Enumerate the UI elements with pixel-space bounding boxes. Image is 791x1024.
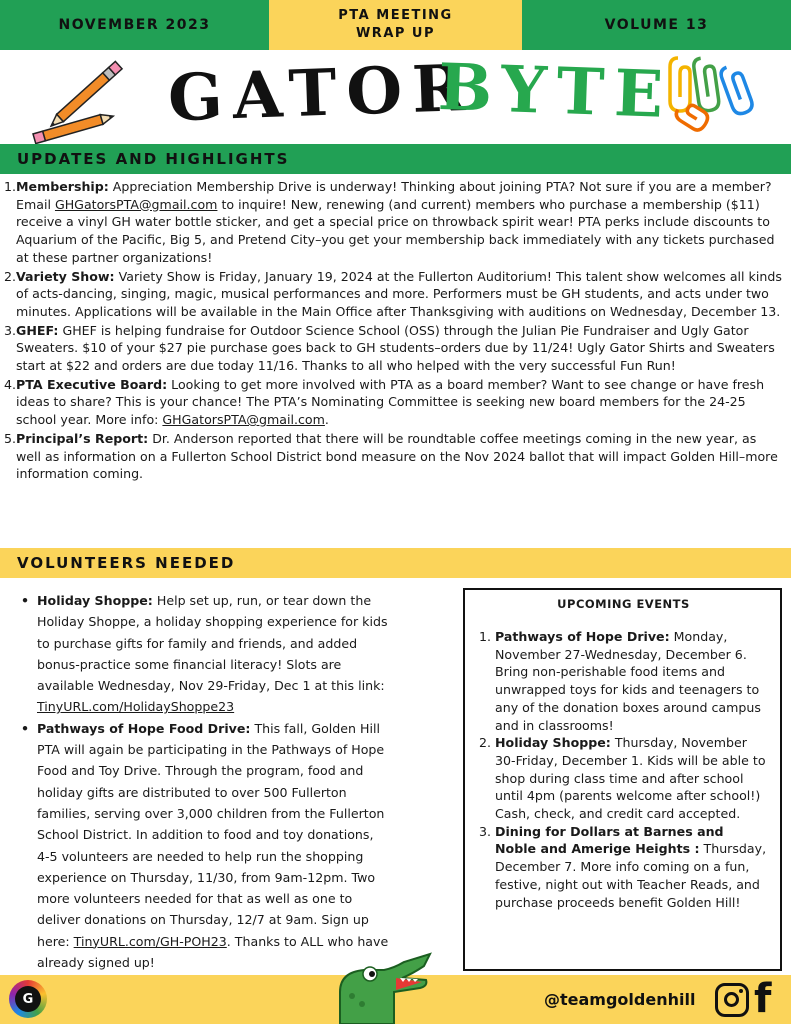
updates-section-header xyxy=(0,144,791,174)
update-text: Appreciation Membership Drive is underway! Thinking about joining PTA? Not sure if you are a member? Email xyxy=(16,179,772,212)
event-item-pathways-drive xyxy=(479,628,768,734)
list-number: 2. xyxy=(4,268,17,284)
update-item-variety-show xyxy=(4,268,785,321)
logo-letter: G xyxy=(15,986,41,1012)
event-item-dining-for-dollars xyxy=(479,823,768,912)
update-item-executive-board xyxy=(4,376,785,429)
facebook-icon[interactable]: f xyxy=(754,976,772,1022)
signup-link[interactable]: TinyURL.com/HolidayShoppe23 xyxy=(37,699,235,715)
list-number: 1. xyxy=(479,629,492,644)
bullet: • xyxy=(21,593,30,608)
event-text: Thursday, December 7. More info coming on a fun, festive, night out with Teacher Reads, and purchase proceeds benefit Golden Hill! xyxy=(495,841,767,910)
masthead xyxy=(0,50,791,144)
list-number: 4. xyxy=(4,376,17,392)
updates-list xyxy=(0,178,791,484)
event-text: Monday, November 27-Wednesday, December 6. Bring non-perishable food items and unwrapped toys for kids and teenagers to any of the donation boxes around campus and in classrooms! xyxy=(495,629,761,733)
alligator-mascot-icon xyxy=(334,952,434,1024)
update-text: Looking to get more involved with PTA as a board member? Want to see change or have fresh ideas to share? This is your chance! The PTA’s Nominating Committee is seeking new board members for the 24-25 school year. More info: xyxy=(16,376,765,428)
list-number: 3. xyxy=(479,823,492,839)
event-label: Pathways of Hope Drive: xyxy=(495,629,670,644)
volunteer-label: Holiday Shoppe: xyxy=(37,593,153,608)
list-number: 2. xyxy=(479,735,492,751)
volunteer-item-pathways-of-hope xyxy=(17,718,389,974)
update-label: Membership: xyxy=(16,179,109,194)
issue-date: NOVEMBER 2023 xyxy=(0,0,269,50)
pencils-illustration xyxy=(30,56,130,144)
update-text: . xyxy=(324,412,329,428)
volunteer-item-holiday-shoppe xyxy=(17,590,389,718)
email-link[interactable]: GHGatorsPTA@gmail.com xyxy=(54,196,218,212)
volunteers-section-header xyxy=(0,548,791,578)
event-label: Dining for Dollars at Barnes and Noble and Amerige Heights : xyxy=(495,823,724,857)
list-number: 3. xyxy=(4,322,17,338)
upcoming-events-box xyxy=(463,588,782,971)
volunteers-list xyxy=(17,590,389,973)
title-byte: BYTE xyxy=(436,49,675,134)
meeting-label-line1: PTA MEETING xyxy=(338,8,453,23)
social-handle[interactable]: @teamgoldenhill xyxy=(544,990,696,1009)
update-text: Dr. Anderson reported that there will be roundtable coffee meetings coming in the new year, as well as information on a Fullerton School District bond measure on the Nov 2024 ballot that will impact Golden Hill–more information coming. xyxy=(16,430,778,482)
event-item-holiday-shoppe xyxy=(479,734,768,823)
title-gator: GATOR xyxy=(166,50,477,137)
update-item-ghef xyxy=(4,322,785,375)
volunteers-heading: VOLUNTEERS NEEDED xyxy=(17,554,236,572)
instagram-icon[interactable] xyxy=(715,983,749,1017)
updates-heading: UPDATES AND HIGHLIGHTS xyxy=(17,150,290,168)
email-link[interactable]: GHGatorsPTA@gmail.com xyxy=(162,412,325,428)
event-text: Thursday, November 30-Friday, December 1. Kids will be able to shop during class time and after school until 4pm (parents welcome after school!) Cash, check, and credit card accepted. xyxy=(495,735,766,822)
events-heading: UPCOMING EVENTS xyxy=(557,597,690,611)
bullet: • xyxy=(21,720,30,736)
update-label: GHEF: xyxy=(16,322,59,338)
volunteer-label: Pathways of Hope Food Drive: xyxy=(37,720,251,736)
signup-link[interactable]: TinyURL.com/GH-POH23 xyxy=(73,933,227,949)
meeting-label xyxy=(269,0,522,50)
paperclips-illustration xyxy=(664,52,764,142)
list-number: 5. xyxy=(4,430,17,446)
school-logo-icon xyxy=(9,980,47,1018)
meeting-label-line2: WRAP UP xyxy=(355,26,436,41)
event-label: Holiday Shoppe: xyxy=(495,735,611,751)
update-item-principal-report xyxy=(4,430,785,483)
volunteer-text: Help set up, run, or tear down the Holiday Shoppe, a holiday shopping experience for kids to purchase gifts for family and friends, and added bonus-practice some financial literacy! Slots are available Wednesday, Nov 29-Friday, Dec 1 at this link: xyxy=(37,593,388,694)
update-text: Variety Show is Friday, January 19, 2024 at the Fullerton Auditorium! This talent show welcomes all kinds of acts-dancing, singing, magic, musical performances and more. Performers must be GH students, and acts under two minutes. Applications will be available in the Main Office after Thanksgiving with auditions on Wednesday, December 13. xyxy=(16,268,782,319)
update-text: GHEF is helping fundraise for Outdoor Science School (OSS) through the Julian Pie Fundraiser and Ugly Gator Sweaters. $10 of your $27 pie purchase goes back to GH students–orders due by 11/24! Ugly Gator Shirts and Sweaters start at $22 and orders are due today 11/16. Thanks to all who helped with the very successful Fun Run! xyxy=(16,322,775,374)
volunteer-text: . Thanks to ALL who have already signed up! xyxy=(37,933,389,971)
update-label: Variety Show: xyxy=(16,268,115,284)
events-list xyxy=(479,628,768,911)
volume-number: VOLUME 13 xyxy=(522,0,791,50)
list-number: 1. xyxy=(4,179,17,194)
update-text: to inquire! New, renewing (and current) members who purchase a membership ($11) receive a vinyl GH water bottle sticker, and get a special price on throwback spirit wear! PTA perks include discounts to Aquarium of the Pacific, Big 5, and Pretend City–you get your membership back immediately with any tickets purchased at these partner organizations! xyxy=(16,196,775,265)
update-label: PTA Executive Board: xyxy=(16,376,168,392)
update-label: Principal’s Report: xyxy=(16,430,149,446)
update-item-membership xyxy=(4,178,785,267)
volunteer-text: This fall, Golden Hill PTA will again be participating in the Pathways of Hope Food and Toy Drive. Through the program, food and holiday gifts are distributed to over 500 Fullerton families, serving over 3,000 children from the Fullerton School District. In addition to food and toy donations, 4-5 volunteers are needed to help run the shopping experience on Thursday, 11/30, from 9am-12pm. Two more volunteers needed for that as well as one to deliver donations on Thursday, 12/7 at 9am. Sign up here: xyxy=(37,720,385,949)
top-banner xyxy=(0,0,791,50)
